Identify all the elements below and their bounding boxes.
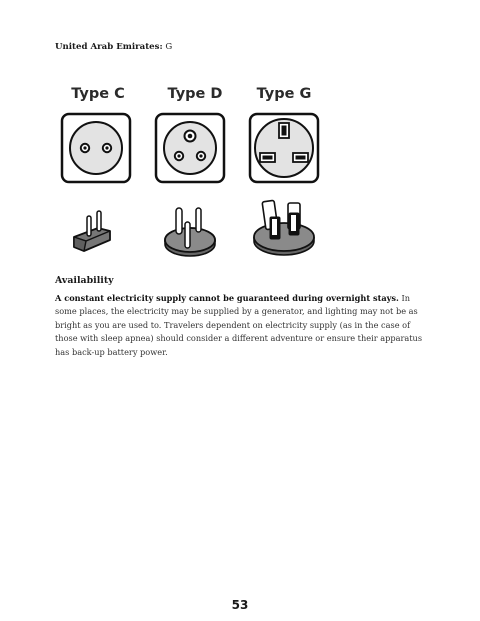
plug-types-value: G bbox=[165, 42, 173, 52]
availability-heading: Availability bbox=[55, 275, 114, 286]
country-label: United Arab Emirates: bbox=[55, 42, 163, 52]
type-c-socket-icon bbox=[60, 112, 132, 184]
type-d-socket-icon bbox=[154, 112, 226, 184]
availability-lead: A constant electricity supply cannot be guaranteed during overnight stays. bbox=[55, 293, 399, 303]
type-c-plug-icon bbox=[68, 207, 118, 257]
type-c-label: Type C bbox=[71, 86, 125, 102]
type-g-label: Type G bbox=[256, 86, 312, 102]
availability-paragraph bbox=[55, 292, 430, 359]
type-d-plug-icon bbox=[161, 200, 219, 258]
country-plug-info bbox=[55, 42, 172, 52]
page-number: 53 bbox=[231, 598, 249, 612]
availability-body: In some places, the electricity may be supplied by a generator, and lighting may not be as bright as you are used to. Travelers dependent on electricity supply (as in the case of those with sleep apnea) should consider a different adventure or ensure their apparatus has back-up battery power. bbox=[55, 293, 423, 357]
type-g-socket-icon bbox=[248, 112, 320, 184]
type-g-plug-icon bbox=[250, 193, 318, 259]
type-d-label: Type D bbox=[167, 86, 223, 102]
